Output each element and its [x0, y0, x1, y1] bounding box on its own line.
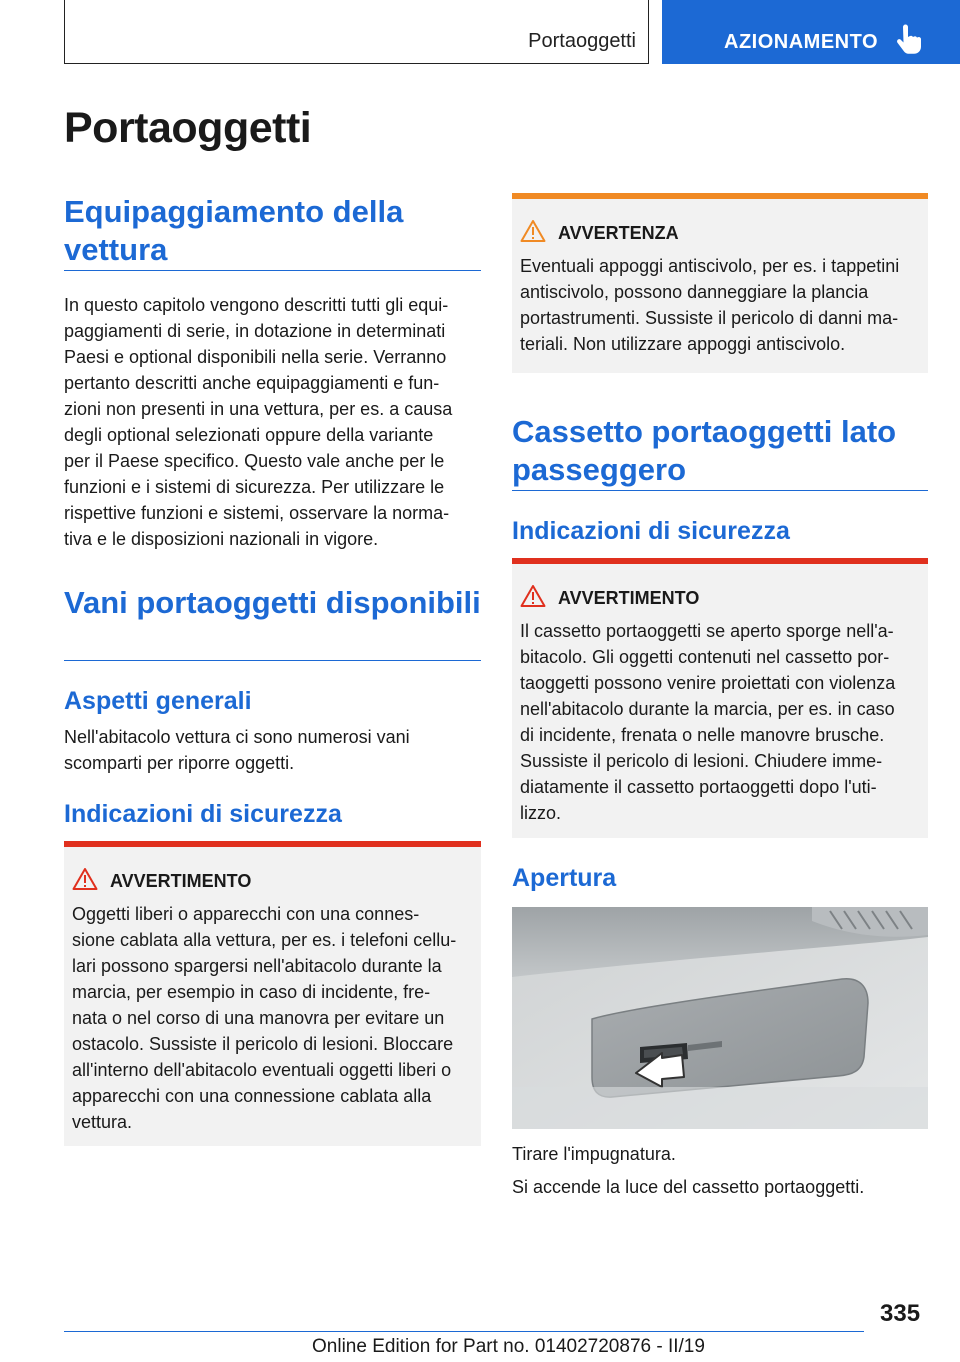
subheading-sicurezza-right: Indicazioni di sicurezza [512, 517, 790, 545]
heading-equipaggiamento: Equipaggiamento della vettura [64, 194, 404, 267]
warning-bar [512, 558, 928, 564]
step-1: Tirare l'impugnatura. [512, 1144, 676, 1164]
warning-bar [64, 841, 481, 847]
warning-triangle-icon [72, 867, 98, 891]
page-title: Portaoggetti [64, 104, 312, 152]
aspetti-paragraph: Nell'abitacolo vettura ci sono numerosi vani scomparti per riporre oggetti. [64, 727, 410, 773]
intro-paragraph: In questo capitolo vengono descritti tutti gli equi- paggiamenti di serie, in dotazione in determinati Paesi e optional disponibili nella serie. Verranno pertanto descritti anche equipaggiamenti e fun- zioni non presenti in una vettura, per es. a causa degli optional selezionati oppure della variante per il Paese specifico. Questo vale anche per le funzioni e i sistemi di sicurezza. Per utilizzare le rispettive funzioni e sistemi, osservare la norma- tiva e le disposizioni nazionali in vigore. [64, 295, 453, 549]
warning-triangle-icon [520, 584, 546, 608]
subheading-aspetti: Aspetti generali [64, 687, 252, 715]
notice-title: AVVERTENZA [558, 223, 679, 243]
heading-vani: Vani portaoggetti disponibili [64, 585, 481, 620]
header-section-title: Portaoggetti [528, 30, 636, 52]
warning-box [64, 841, 481, 1146]
hand-pointer-icon [894, 24, 922, 56]
footer-edition: Online Edition for Part no. 01402720876 - II/19 [312, 1336, 705, 1357]
header-chapter-label: AZIONAMENTO [724, 31, 879, 53]
notice-box [512, 193, 928, 373]
subheading-sicurezza: Indicazioni di sicurezza [64, 800, 342, 828]
heading-rule [64, 270, 481, 271]
header-section-box [64, 0, 649, 64]
step-2: Si accende la luce del cassetto portaoggetti. [512, 1177, 865, 1197]
notice-text: Eventuali appoggi antiscivolo, per es. i tappetini antiscivolo, possono danneggiare la plancia portastrumenti. Sussiste il pericolo di danni ma- teriali. Non utilizzare appoggi antiscivolo. [520, 256, 900, 354]
header-chapter-tab[interactable] [662, 0, 960, 64]
warning-text-right: Il cassetto portaoggetti se aperto sporge nell'a- bitacolo. Gli oggetti contenuti nel cassetto por- taoggetti possono venire proiettati con violenza nell'abitacolo durante la marcia, per es. in caso di incidente, frenata o nelle manovre brusche. Sussiste il pericolo di lesioni. Chiudere imme- diatamente il cassetto portaoggetti dopo l'uti- lizzo. [520, 621, 896, 823]
warning-text: Oggetti liberi o apparecchi con una connes- sione cablata alla vettura, per es. i telefoni cellu- lari possono spargersi nell'abitacolo durante la marcia, per esempio in caso di incidente, fre- nata o nel corso di una manovra per evitare un ostacolo. Sussiste il pericolo di lesioni. Bloccare all'interno dell'abitacolo eventuali oggetti liberi o apparecchi con una connessione cablata alla vettura. [72, 904, 457, 1132]
warning-box-right [512, 558, 928, 838]
subheading-apertura: Apertura [512, 864, 617, 892]
heading-rule [64, 660, 481, 661]
notice-bar [512, 193, 928, 199]
glovebox-photo [512, 907, 928, 1129]
warning-title-right: AVVERTIMENTO [558, 588, 700, 608]
page-number: 335 [880, 1300, 921, 1327]
heading-rule [512, 490, 928, 491]
warning-title: AVVERTIMENTO [110, 871, 252, 891]
footer-rule [64, 1331, 864, 1332]
warning-triangle-icon [520, 219, 546, 243]
heading-cassetto: Cassetto portaoggetti lato passeggero [512, 414, 897, 487]
